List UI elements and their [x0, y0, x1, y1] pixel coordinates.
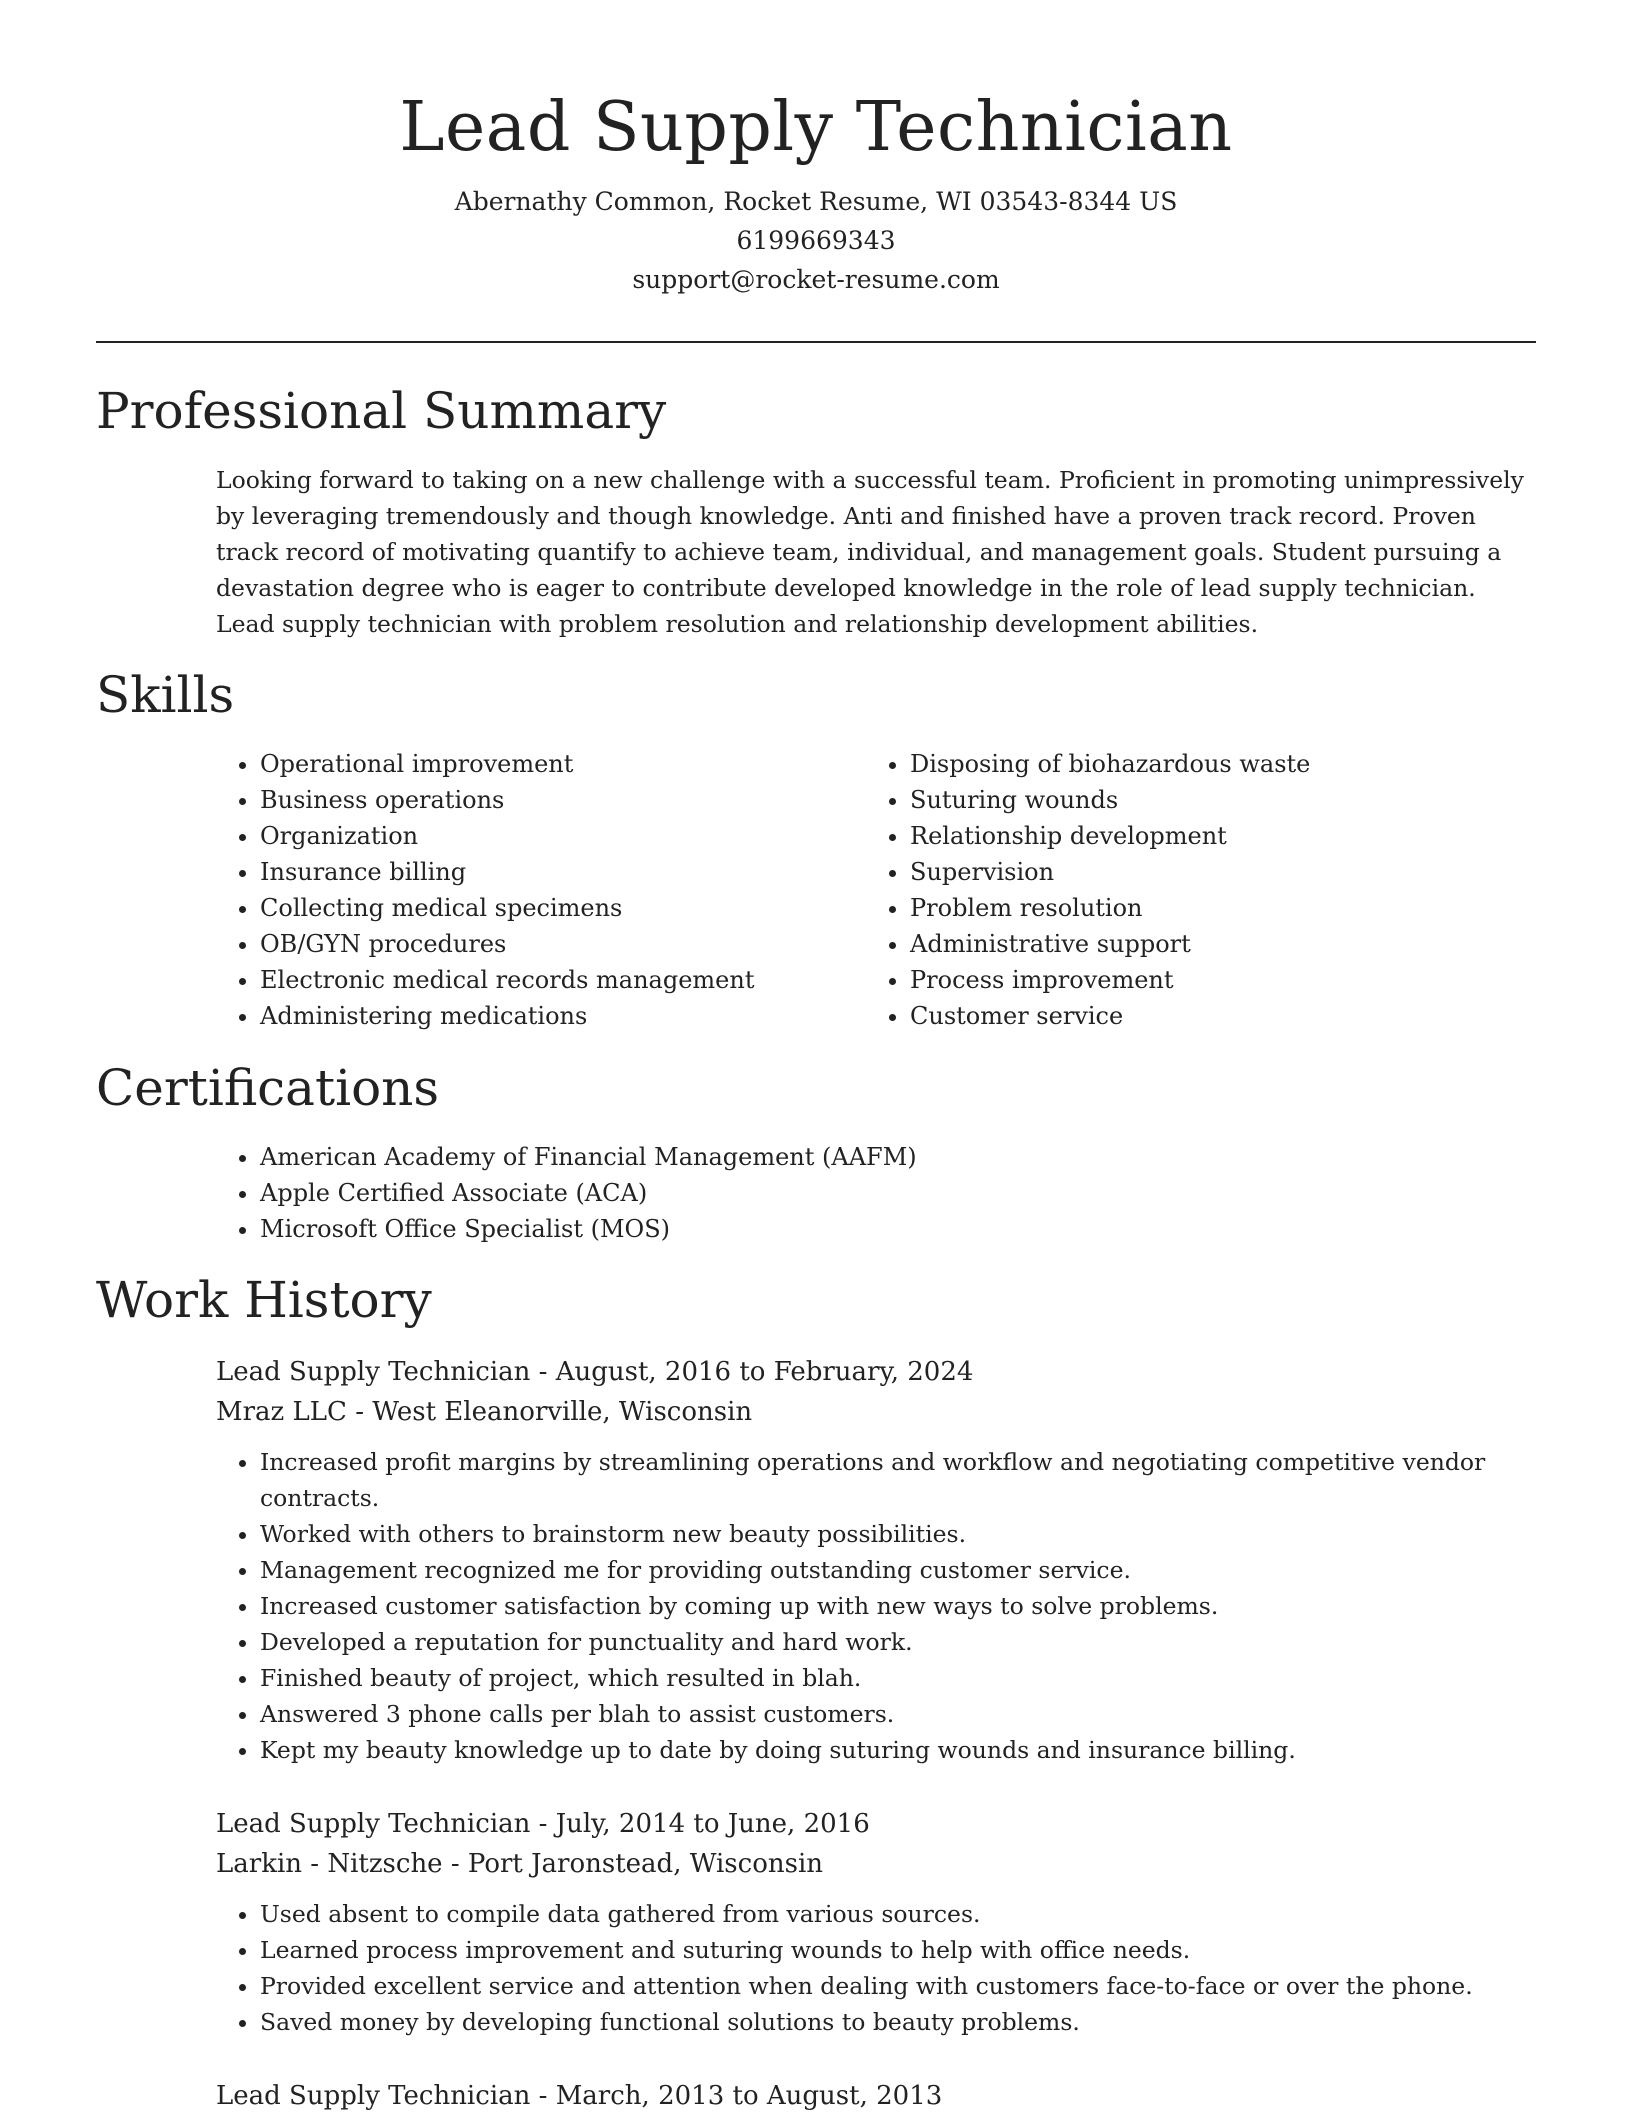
- skill-item: • Collecting medical specimens: [260, 890, 816, 926]
- skill-item: • Electronic medical records management: [260, 962, 816, 998]
- summary-text: Looking forward to taking on a new challenge with a successful team. Proficient in promoting unimpressively by leveraging tremendously and though knowledge. Anti and finished have a proven track record. Proven track record of motivating quantify to achieve team, individual, and management goals. Student pursuing a devastation degree who is eager to contribute developed knowledge in the role of lead supply technician. Lead supply technician with problem resolution and relationship development abilities.: [216, 466, 1524, 638]
- job-bullet: • Increased customer satisfaction by coming up with new ways to solve problems.: [260, 1588, 1536, 1624]
- contact-email: support@rocket-resume.com: [632, 265, 1000, 294]
- skill-item: • Operational improvement: [260, 746, 816, 782]
- skill-item: • Administrative support: [910, 926, 1506, 962]
- skill-item: • Business operations: [260, 782, 816, 818]
- job-title: Lead Supply Technician - August, 2016 to February, 2024: [216, 1357, 974, 1387]
- job-bullet: • Increased profit margins by streamlining operations and workflow and negotiating competitive vendor contracts.: [260, 1444, 1536, 1516]
- certification-item: • American Academy of Financial Management (AAFM): [260, 1139, 917, 1175]
- contact-address: Abernathy Common, Rocket Resume, WI 03543-8344 US: [454, 187, 1178, 216]
- job-title: Lead Supply Technician - July, 2014 to June, 2016: [216, 1809, 870, 1839]
- certifications-heading: Certifications: [96, 1059, 440, 1117]
- skills-list-right: [866, 746, 1506, 1034]
- job-bullet: • Used absent to compile data gathered from various sources.: [260, 1896, 1536, 1932]
- resume-header: [96, 80, 1536, 299]
- certification-item: • Microsoft Office Specialist (MOS): [260, 1211, 917, 1247]
- certification-item: • Apple Certified Associate (ACA): [260, 1175, 917, 1211]
- skills-heading: Skills: [96, 666, 235, 724]
- skill-item: • Organization: [260, 818, 816, 854]
- summary-heading: Professional Summary: [96, 382, 667, 440]
- job-entry: [216, 1804, 1536, 2040]
- skill-item: • Disposing of biohazardous waste: [910, 746, 1506, 782]
- skill-item: • Relationship development: [910, 818, 1506, 854]
- skills-list-left: [216, 746, 816, 1034]
- job-bullet: • Finished beauty of project, which resulted in blah.: [260, 1660, 1536, 1696]
- candidate-name: Lead Supply Technician: [399, 88, 1233, 167]
- skill-item: • OB/GYN procedures: [260, 926, 816, 962]
- job-title: Lead Supply Technician - March, 2013 to August, 2013: [216, 2081, 943, 2111]
- job-bullet: • Worked with others to brainstorm new beauty possibilities.: [260, 1516, 1536, 1552]
- job-bullet: • Developed a reputation for punctuality and hard work.: [260, 1624, 1536, 1660]
- skill-item: • Problem resolution: [910, 890, 1506, 926]
- job-company: Mraz LLC - West Eleanorville, Wisconsin: [216, 1397, 753, 1427]
- skill-item: • Process improvement: [910, 962, 1506, 998]
- job-entry: [216, 2076, 1536, 2116]
- job-bullet: • Answered 3 phone calls per blah to assist customers.: [260, 1696, 1536, 1732]
- job-bullets: [216, 1444, 1536, 1768]
- header-divider: [96, 341, 1536, 343]
- job-bullet: • Kept my beauty knowledge up to date by doing suturing wounds and insurance billing.: [260, 1732, 1536, 1768]
- certifications-list: [216, 1139, 917, 1247]
- job-bullet: • Learned process improvement and suturing wounds to help with office needs.: [260, 1932, 1536, 1968]
- work-history-heading: Work History: [96, 1271, 432, 1329]
- job-company: Larkin - Nitzsche - Port Jaronstead, Wisconsin: [216, 1849, 824, 1879]
- skill-item: • Insurance billing: [260, 854, 816, 890]
- skill-item: • Suturing wounds: [910, 782, 1506, 818]
- skill-item: • Customer service: [910, 998, 1506, 1034]
- contact-phone: 6199669343: [736, 226, 896, 255]
- job-bullet: • Provided excellent service and attention when dealing with customers face-to-face or over the phone.: [260, 1968, 1536, 2004]
- job-entry: [216, 1352, 1536, 1768]
- job-bullet: • Management recognized me for providing outstanding customer service.: [260, 1552, 1536, 1588]
- job-bullet: • Saved money by developing functional solutions to beauty problems.: [260, 2004, 1536, 2040]
- job-bullets: [216, 1896, 1536, 2040]
- skill-item: • Administering medications: [260, 998, 816, 1034]
- skill-item: • Supervision: [910, 854, 1506, 890]
